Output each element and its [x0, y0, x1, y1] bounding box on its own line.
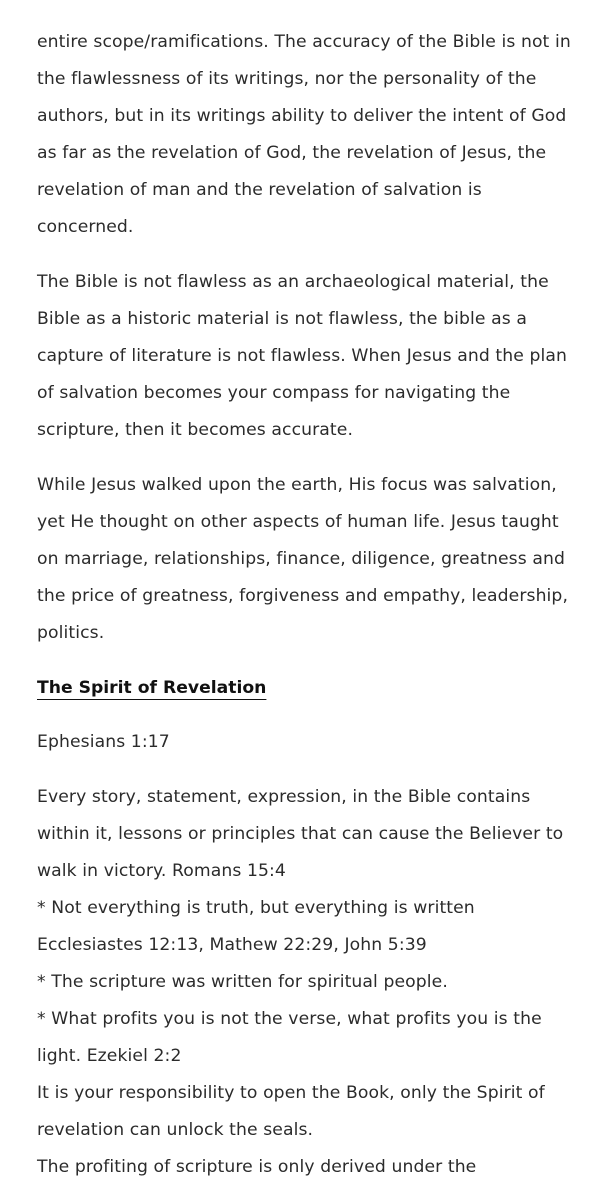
article-body [37, 24, 582, 1186]
section-heading-spirit-of-revelation: The Spirit of Revelation [37, 678, 267, 698]
paragraph-every-story: Every story, statement, expression, in the Bible contains within it, lessons or principles that can cause the Believer to walk in victory. Romans 15:4 [37, 787, 564, 881]
section-heading-wrapper [37, 670, 582, 707]
paragraph-accuracy-of-bible: entire scope/ramifications. The accuracy of the Bible is not in the flawlessness of its writings, nor the personality of the authors, but in its writings ability to deliver the intent of God as far as the revelation of God, the revelation of Jesus, the revelation of man and the revelation of salvation is concerned. [37, 32, 571, 237]
paragraph-jesus-focus: While Jesus walked upon the earth, His focus was salvation, yet He thought on other aspects of human life. Jesus taught on marriage, relationships, finance, diligence, greatness and the price of greatness, forgiveness and empathy, leadership, politics. [37, 475, 569, 643]
bullet-not-everything-truth: * Not everything is truth, but everything is written Ecclesiastes 12:13, Mathew 22:29, John 5:39 [37, 898, 475, 955]
bullet-what-profits-you: * What profits you is not the verse, what profits you is the light. Ezekiel 2:2 [37, 1009, 542, 1066]
scripture-reference: Ephesians 1:17 [37, 732, 170, 752]
bullet-scripture-spiritual-people: * The scripture was written for spiritual people. [37, 972, 448, 992]
paragraph-open-the-book: It is your responsibility to open the Book, only the Spirit of revelation can unlock the seals. [37, 1083, 545, 1140]
paragraph-bible-not-flawless: The Bible is not flawless as an archaeological material, the Bible as a historic material is not flawless, the bible as a capture of literature is not flawless. When Jesus and the plan of salvation becomes your compass for navigating the scripture, then it becomes accurate. [37, 272, 568, 440]
paragraph-profiting-of-scripture: The profiting of scripture is only derived under the [37, 1157, 477, 1177]
